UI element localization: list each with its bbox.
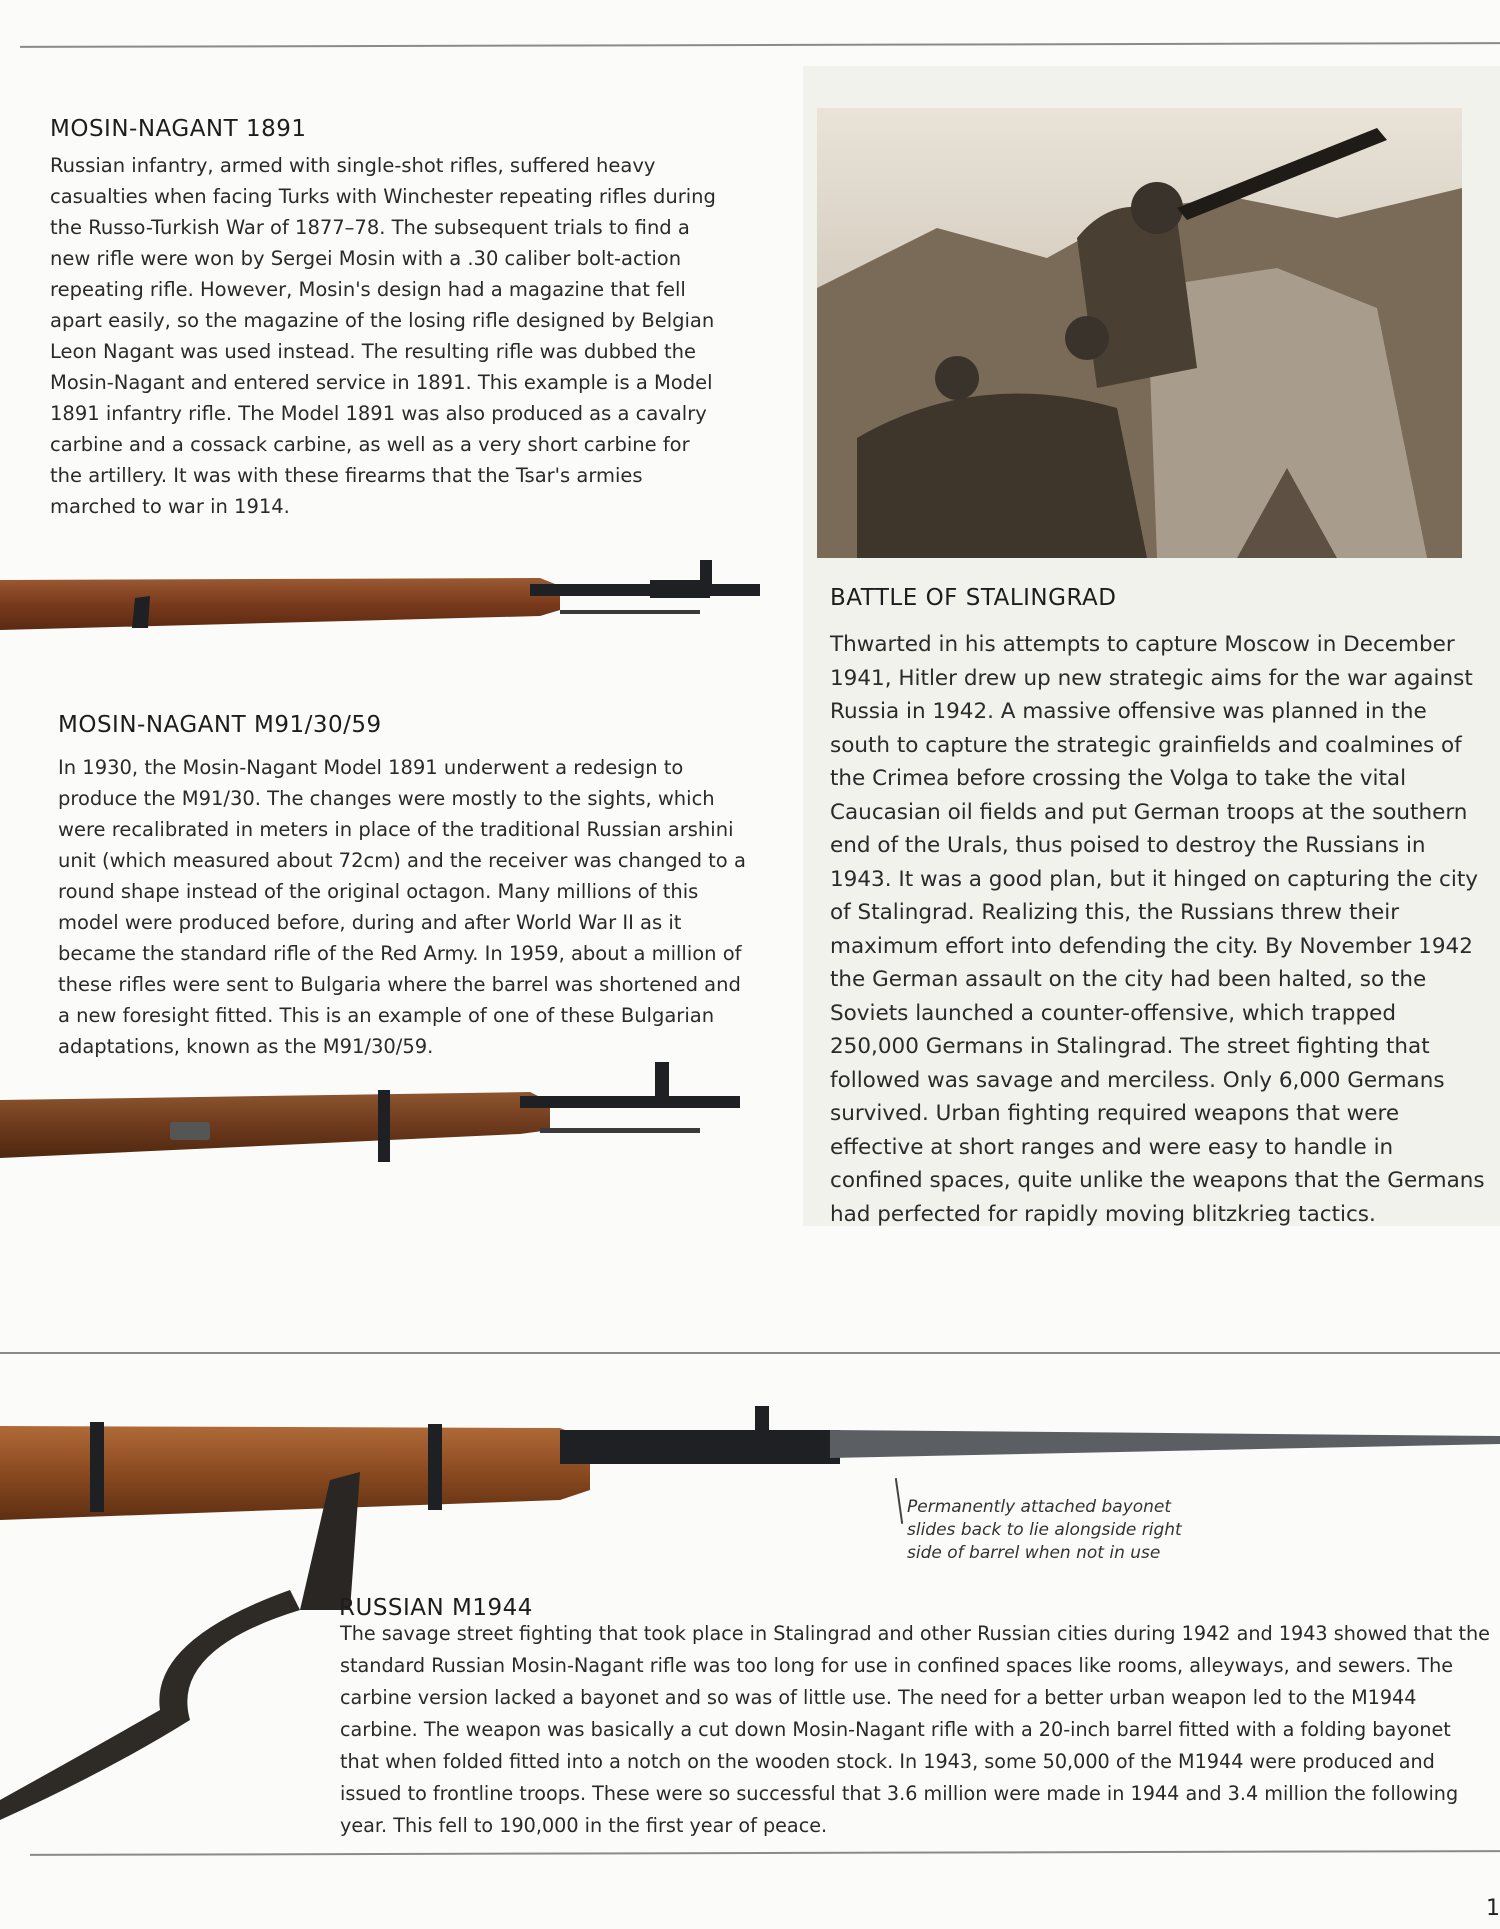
mosin-1891-heading: MOSIN-NAGANT 1891: [50, 116, 307, 142]
mosin-1891-rifle-image: [0, 558, 770, 658]
middle-rule: [0, 1352, 1500, 1354]
page-number: 1: [1486, 1896, 1500, 1921]
m1944-heading: RUSSIAN M1944: [339, 1595, 533, 1621]
stalingrad-heading: BATTLE OF STALINGRAD: [830, 585, 1117, 611]
stalingrad-text: Thwarted in his attempts to capture Moscow in December 1941, Hitler drew up new strategic aims for the war against Russia in 1942. A massive offensive was planned in the south to capture the strategic grainfields and coalmines of the Crimea before crossing the Volga to take the vital Caucasian oil fields and put German troops at the southern end of the Urals, thus poised to destroy the Russians in 1943. It was a good plan, but it hinged on capturing the city of Stalingrad. Realizing this, the Russians threw their maximum effort into defending the city. By November 1942 the German assault on the city had been halted, so the Soviets launched a counter-offensive, which trapped 250,000 Germans in Stalingrad. The street fighting that followed was savage and merciless. Only 6,000 Germans survived. Urban fighting required weapons that were effective at short ranges and were easy to handle in confined spaces, quite unlike the weapons that the Germans had perfected for rapidly moving blitzkrieg tactics.: [830, 632, 1485, 1227]
mosin-m913059-heading: MOSIN-NAGANT M91/30/59: [58, 712, 382, 738]
bayonet-caption: Permanently attached bayonet slides back to lie alongside right side of barrel when not in use: [907, 1497, 1182, 1563]
bottom-rule: [30, 1850, 1500, 1856]
m1944-text: The savage street fighting that took place in Stalingrad and other Russian cities during 1942 and 1943 showed that the standard Russian Mosin-Nagant rifle was too long for use in confined spaces like rooms, alleyways, and sewers. The carbine version lacked a bayonet and so was of little use. The need for a better urban weapon led to the M1944 carbine. The weapon was basically a cut down Mosin-Nagant rifle with a 20-inch barrel fitted with a folding bayonet that when folded fitted into a notch on the wooden stock. In 1943, some 50,000 of the M1944 were produced and issued to frontline troops. These were so successful that 3.6 million were made in 1944 and 3.4 million the following year. This fell to 190,000 in the first year of peace.: [340, 1622, 1490, 1837]
top-rule: [20, 42, 1500, 48]
mosin-m913059-rifle-image: [0, 1050, 760, 1170]
stalingrad-photo: [817, 108, 1462, 558]
mosin-m913059-text: In 1930, the Mosin-Nagant Model 1891 underwent a redesign to produce the M91/30. The changes were mostly to the sights, which were recalibrated in meters in place of the traditional Russian arshini unit (which measured about 72cm) and the receiver was changed to a round shape instead of the original octagon. Many millions of this model were produced before, during and after World War II as it became the standard rifle of the Red Army. In 1959, about a million of these rifles were sent to Bulgaria where the barrel was shortened and a new foresight fitted. This is an example of one of these Bulgarian adaptations, known as the M91/30/59.: [58, 756, 746, 1058]
mosin-1891-text: Russian infantry, armed with single-shot rifles, suffered heavy casualties when facing Turks with Winchester repeating rifles during the Russo-Turkish War of 1877–78. The subsequent trials to find a new rifle were won by Sergei Mosin with a .30 caliber bolt-action repeating rifle. However, Mosin's design had a magazine that fell apart easily, so the magazine of the losing rifle designed by Belgian Leon Nagant was used instead. The resulting rifle was dubbed the Mosin-Nagant and entered service in 1891. This example is a Model 1891 infantry rifle. The Model 1891 was also produced as a cavalry carbine and a cossack carbine, as well as a very short carbine for the artillery. It was with these firearms that the Tsar's armies marched to war in 1914.: [50, 154, 716, 518]
